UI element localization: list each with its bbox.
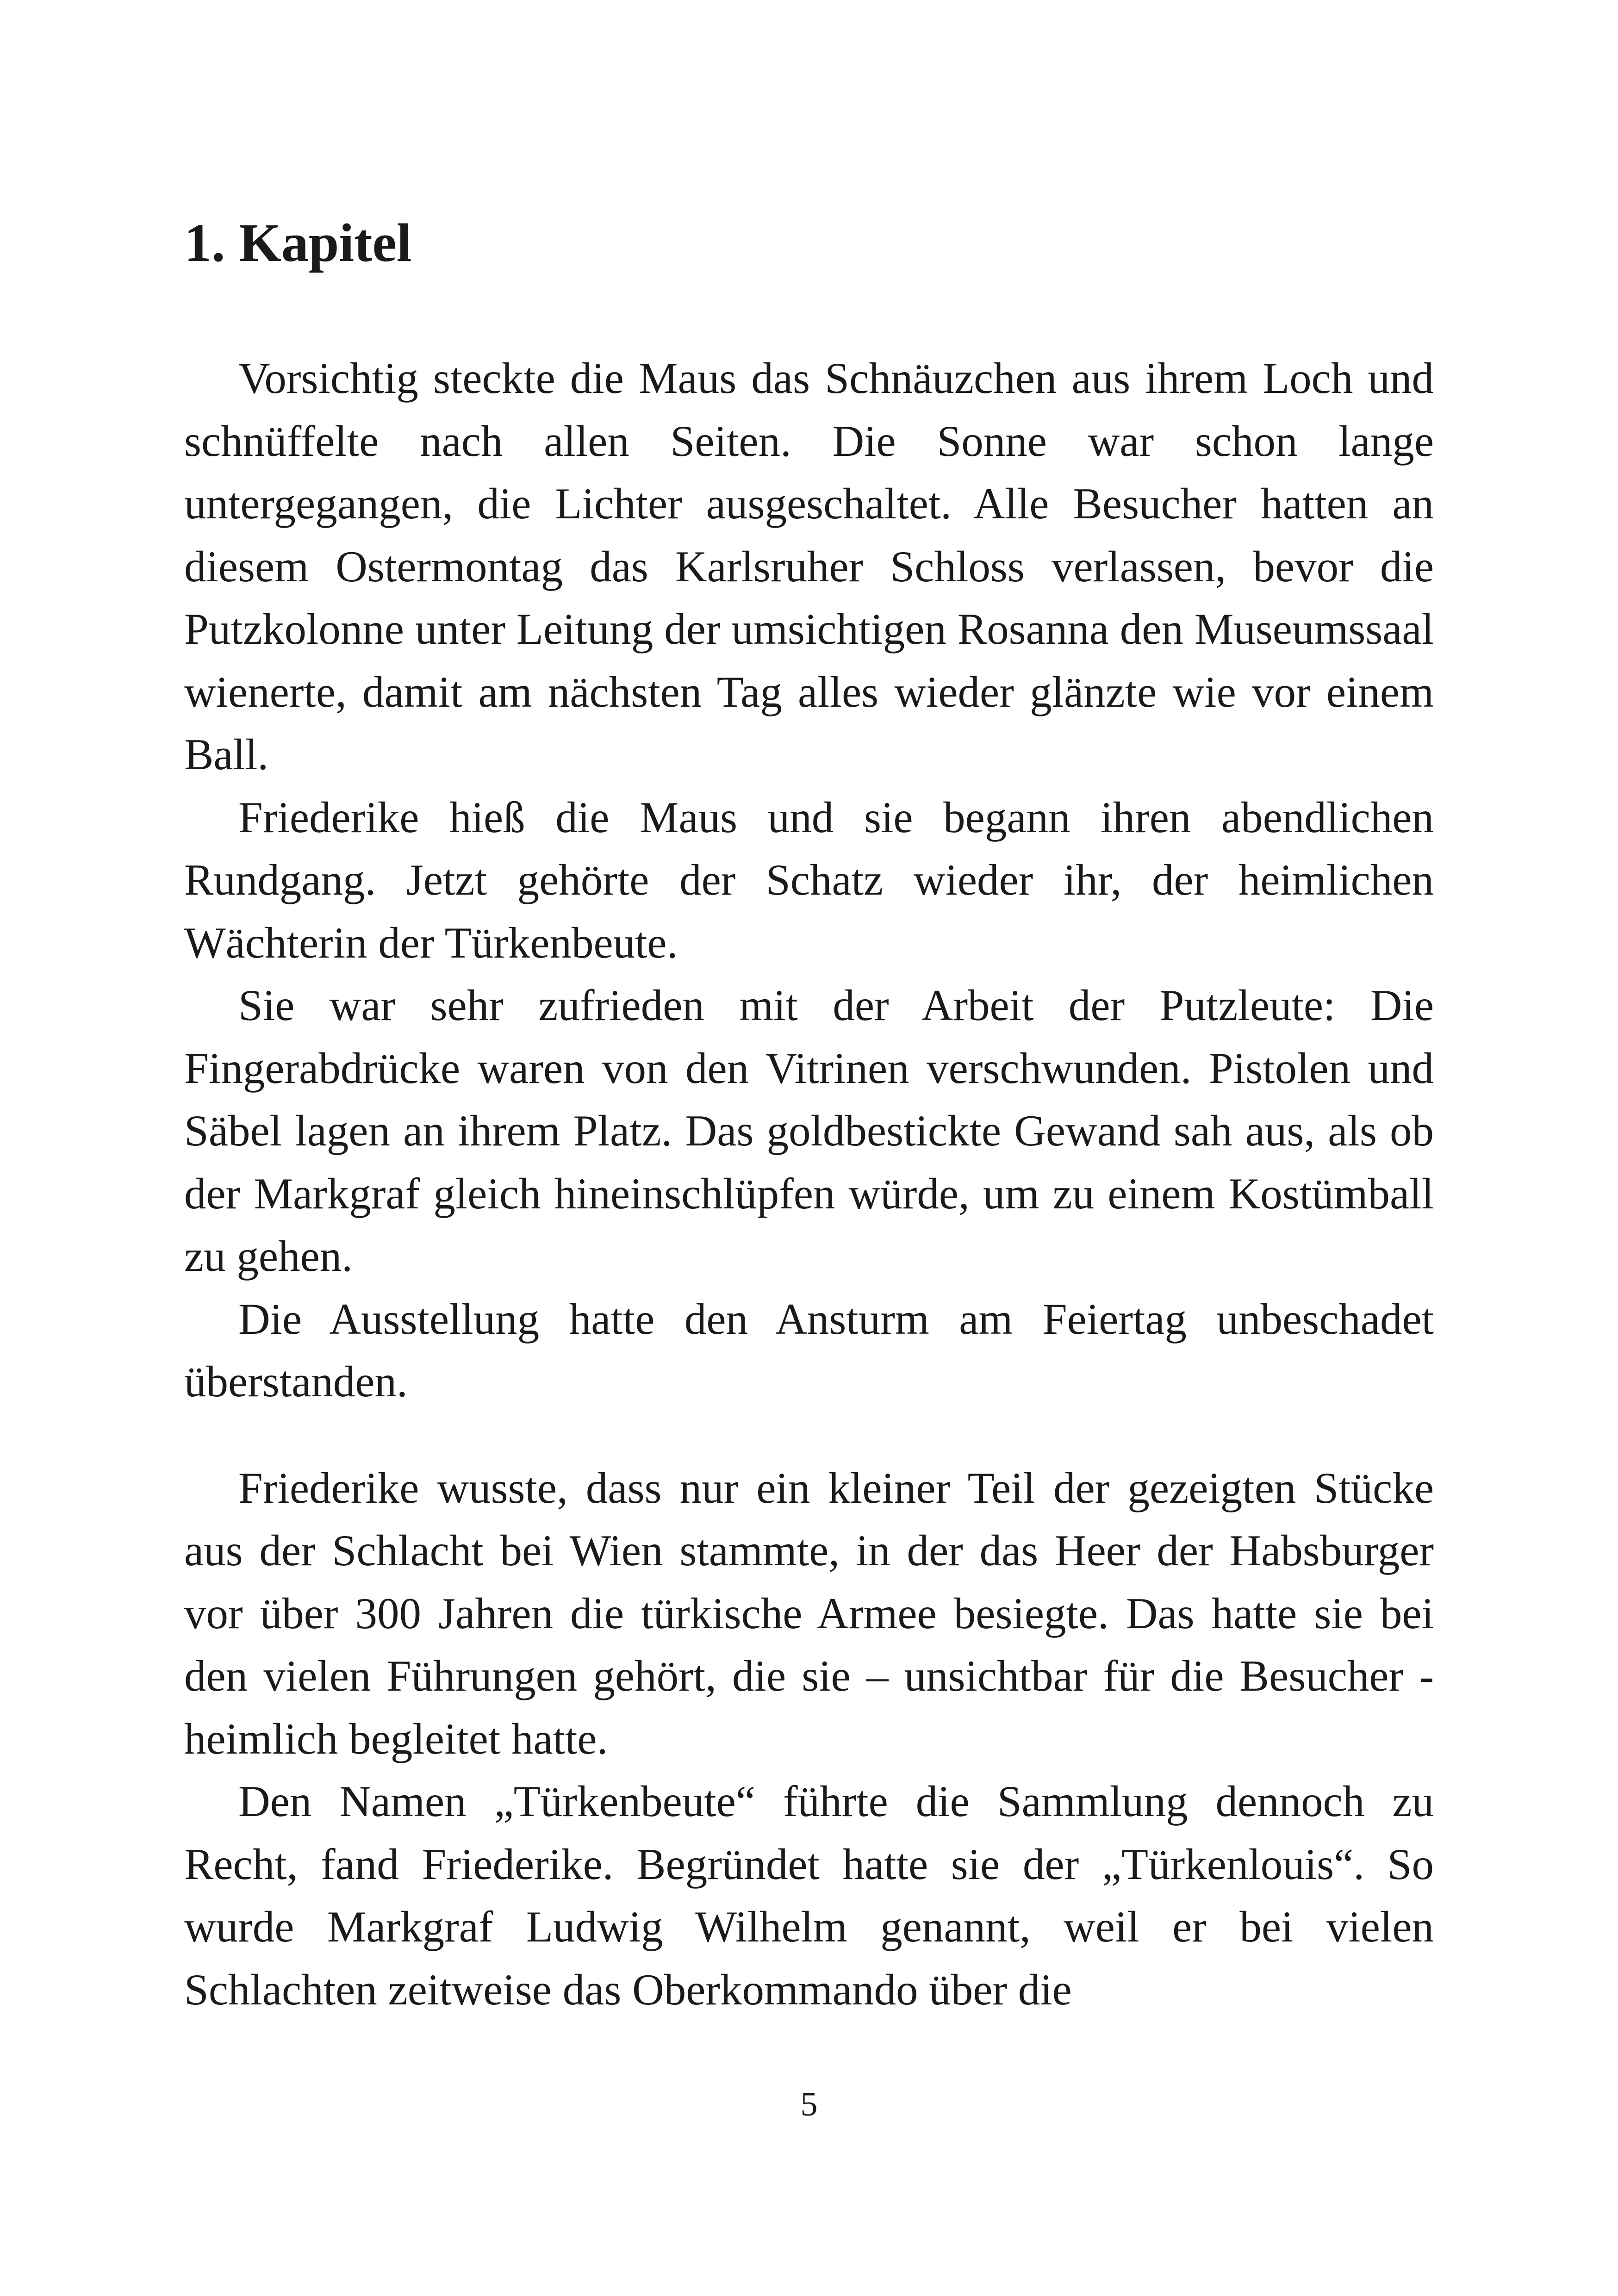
page-number: 5	[800, 2085, 818, 2123]
chapter-title: 1. Kapitel	[184, 212, 412, 273]
paragraph: Sie war sehr zufrieden mit der Arbeit der Putzleute: Die Fingerabdrücke waren von den Vitrinen verschwunden. Pistolen und Säbel lagen an ihrem Platz. Das goldbestickte Gewand sah aus, als ob der Markgraf gleich hineinschlüpfen würde, um zu einem Kostümball zu gehen.	[184, 981, 1434, 1281]
paragraph: Die Ausstellung hatte den Ansturm am Feiertag unbeschadet überstanden.	[184, 1294, 1434, 1406]
paragraph: Vorsichtig steckte die Maus das Schnäuzchen aus ihrem Loch und schnüffelte nach allen Seiten. Die Sonne war schon lange untergegangen, die Lichter ausgeschaltet. Alle Besucher hatten an diesem Ostermontag das Karlsruher Schloss verlassen, bevor die Putzkolonne unter Leitung der umsichtigen Rosanna den Museumssaal wienerte, damit am nächsten Tag alles wieder glänzte wie vor einem Ball.	[184, 354, 1434, 779]
paragraph: Friederike wusste, dass nur ein kleiner Teil der gezeigten Stücke aus der Schlacht bei Wien stammte, in der das Heer der Habsburger vor über 300 Jahren die türkische Armee besiegte. Das hatte sie bei den vielen Führungen gehört, die sie – unsichtbar für die Besucher - heimlich begleitet hatte.	[184, 1463, 1434, 1763]
paragraph: Friederike hieß die Maus und sie begann ihren abendlichen Rundgang. Jetzt gehörte der Schatz wieder ihr, der heimlichen Wächterin der Türkenbeute.	[184, 792, 1434, 967]
text-section	[184, 1457, 1434, 2022]
chapter-body	[184, 347, 1434, 2021]
text-section	[184, 347, 1434, 1413]
paragraph: Den Namen „Türkenbeute“ führte die Sammlung dennoch zu Recht, fand Friederike. Begründet hatte sie der „Türkenlouis“. So wurde Markgraf Ludwig Wilhelm genannt, weil er bei vielen Schlachten zeitweise das Oberkommando über die	[184, 1777, 1434, 2014]
